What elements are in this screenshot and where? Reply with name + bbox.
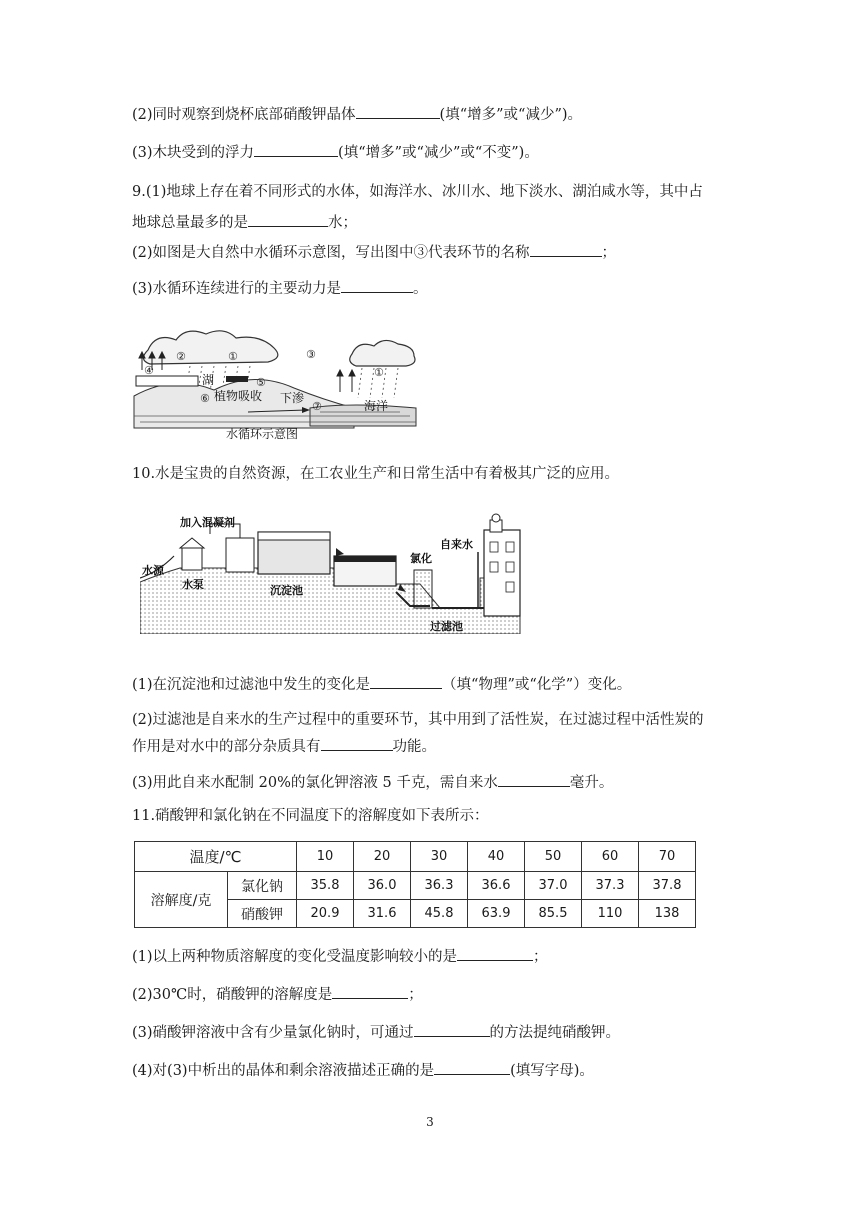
q10-part1: (1)在沉淀池和过滤池中发生的变化是 （填“物理”或“化学”）变化。 — [132, 674, 631, 695]
nacl-cell: 37.8 — [639, 872, 696, 900]
kno3-cell: 138 — [639, 900, 696, 928]
source-label: 水源 — [142, 564, 164, 577]
nacl-label: 氯化钠 — [228, 872, 297, 900]
q11-part4: (4)对(3)中析出的晶体和剩余溶液描述正确的是 (填写字母)。 — [132, 1060, 594, 1081]
label-7: ⑦ — [312, 400, 322, 413]
filter-label: 过滤池 — [430, 620, 463, 633]
temp-cell: 30 — [411, 842, 468, 872]
label-5: ⑤ — [256, 376, 266, 389]
q11-part1: (1)以上两种物质溶解度的变化受温度影响较小的是 ； — [132, 946, 548, 967]
answer-blank[interactable] — [370, 674, 442, 689]
label-1: ① — [228, 350, 238, 363]
q9-part1-line2: 地球总量最多的是 水； — [132, 212, 357, 233]
figure-caption: 水循环示意图 — [226, 427, 299, 441]
nacl-cell: 36.3 — [411, 872, 468, 900]
tapwater-label: 自来水 — [440, 538, 473, 551]
q9-part1-line1: 9.(1)地球上存在着不同形式的水体，如海洋水、冰川水、地下淡水、湖泊咸水等，其中占 — [132, 184, 703, 200]
q11-part2: (2)30℃时，硝酸钾的溶解度是 ； — [132, 984, 423, 1005]
temp-cell: 40 — [468, 842, 525, 872]
temp-cell: 60 — [582, 842, 639, 872]
q11-intro: 11.硝酸钾和氯化钠在不同温度下的溶解度如下表所示： — [132, 808, 489, 824]
q8-part2: (2)同时观察到烧杯底部硝酸钾晶体 (填“增多”或“减少”)。 — [132, 104, 582, 125]
answer-blank[interactable] — [321, 736, 393, 751]
temp-cell: 20 — [354, 842, 411, 872]
kno3-cell: 63.9 — [468, 900, 525, 928]
answer-blank[interactable] — [530, 242, 602, 257]
q10-part2-line1: (2)过滤池是自来水的生产过程中的重要环节，其中用到了活性炭，在过滤过程中活性炭的 — [132, 712, 704, 728]
answer-blank[interactable] — [356, 104, 440, 119]
kno3-cell: 45.8 — [411, 900, 468, 928]
kno3-cell: 85.5 — [525, 900, 582, 928]
absorb-label: 植物吸收 — [214, 389, 263, 403]
temp-cell: 70 — [639, 842, 696, 872]
answer-blank[interactable] — [248, 212, 328, 227]
q8-part3: (3)木块受到的浮力 (填“增多”或“减少”或“不变”)。 — [132, 142, 539, 163]
solubility-header: 溶解度/克 — [135, 872, 228, 928]
answer-blank[interactable] — [414, 1022, 490, 1037]
q9-part3: (3)水循环连续进行的主要动力是 。 — [132, 278, 428, 299]
q11-part3: (3)硝酸钾溶液中含有少量氯化钠时，可通过 的方法提纯硝酸钾。 — [132, 1022, 620, 1043]
label-2: ② — [176, 350, 186, 363]
sea-label: 海洋 — [364, 399, 389, 413]
answer-blank[interactable] — [332, 984, 408, 999]
solubility-table — [134, 841, 696, 928]
kno3-cell: 110 — [582, 900, 639, 928]
q10-part2-line2: 作用是对水中的部分杂质具有 功能。 — [132, 736, 436, 757]
answer-blank[interactable] — [457, 946, 533, 961]
q10-part3: (3)用此自来水配制 20%的氯化钾溶液 5 千克，需自来水 毫升。 — [132, 772, 613, 793]
water-cycle-figure — [130, 326, 420, 442]
temp-header: 温度/℃ — [135, 842, 297, 872]
kno3-cell: 20.9 — [297, 900, 354, 928]
page-number: 3 — [426, 1115, 434, 1129]
nacl-cell: 36.6 — [468, 872, 525, 900]
temp-cell: 50 — [525, 842, 582, 872]
lake-label: 湖 — [202, 373, 215, 387]
temp-cell: 10 — [297, 842, 354, 872]
label-1b: ① — [374, 366, 384, 379]
nacl-cell: 37.3 — [582, 872, 639, 900]
label-3: ③ — [306, 348, 316, 361]
nacl-cell: 35.8 — [297, 872, 354, 900]
waterworks-figure — [140, 512, 524, 634]
nacl-cell: 36.0 — [354, 872, 411, 900]
answer-blank[interactable] — [254, 142, 338, 157]
label-6: ⑥ — [200, 392, 210, 405]
answer-blank[interactable] — [341, 278, 413, 293]
q10-intro: 10.水是宝贵的自然资源，在工农业生产和日常生活中有着极其广泛的应用。 — [132, 466, 620, 482]
label-4: ④ — [144, 364, 154, 377]
coagulant-label: 加入混凝剂 — [180, 516, 235, 529]
pump-label: 水泵 — [182, 578, 204, 591]
chlorinate-label: 氯化 — [410, 552, 432, 565]
sediment-label: 沉淀池 — [270, 584, 303, 597]
seep-label: 下渗 — [280, 391, 305, 405]
answer-blank[interactable] — [498, 772, 570, 787]
kno3-cell: 31.6 — [354, 900, 411, 928]
answer-blank[interactable] — [434, 1060, 510, 1075]
nacl-cell: 37.0 — [525, 872, 582, 900]
q9-part2: (2)如图是大自然中水循环示意图，写出图中③代表环节的名称 ； — [132, 242, 616, 263]
kno3-label: 硝酸钾 — [228, 900, 297, 928]
